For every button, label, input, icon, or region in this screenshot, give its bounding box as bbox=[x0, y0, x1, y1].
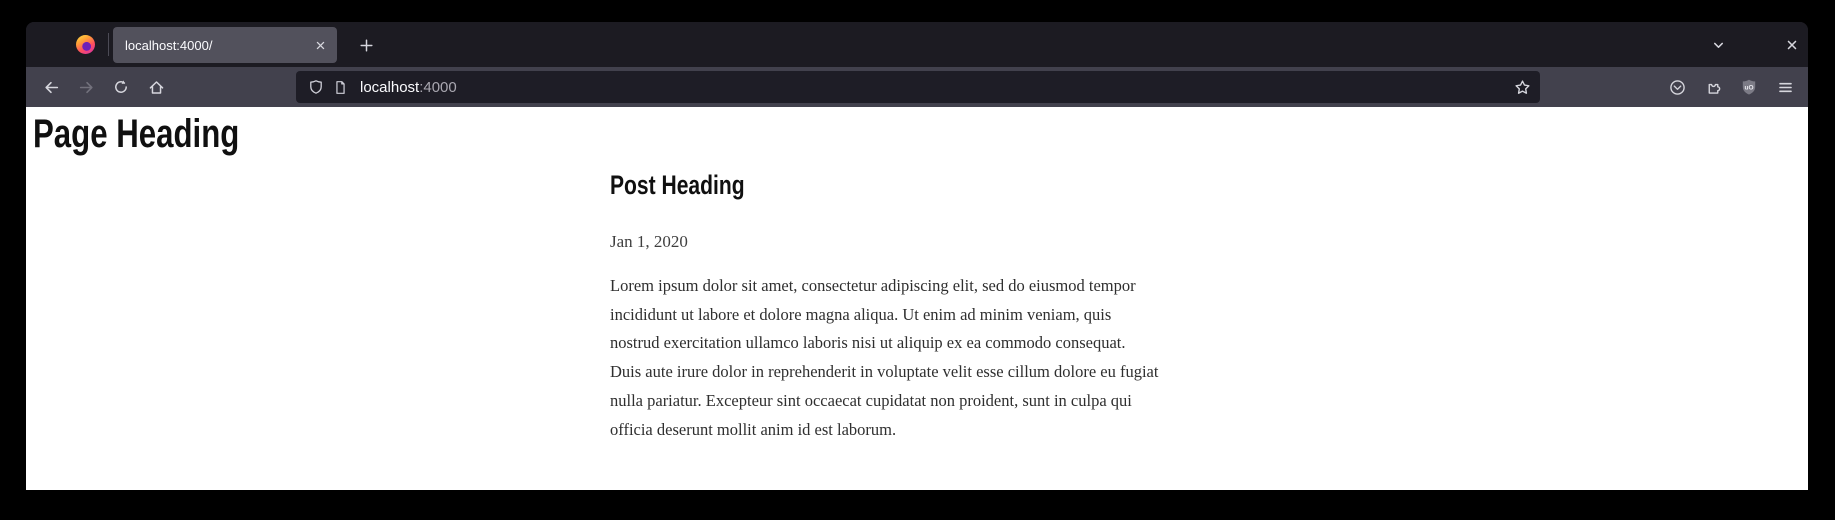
url-text bbox=[360, 79, 457, 96]
pocket-icon[interactable] bbox=[1663, 73, 1691, 101]
tab-separator bbox=[108, 33, 109, 56]
app-menu-hamburger-icon[interactable] bbox=[1771, 73, 1799, 101]
new-tab-button[interactable] bbox=[353, 32, 379, 58]
url-port: :4000 bbox=[419, 78, 457, 96]
extensions-puzzle-icon[interactable] bbox=[1699, 73, 1727, 101]
ublock-origin-icon[interactable] bbox=[1735, 73, 1763, 101]
browser-tab[interactable] bbox=[113, 27, 337, 63]
post-title: Post Heading bbox=[610, 170, 745, 200]
window-close-icon[interactable] bbox=[1779, 32, 1805, 58]
home-icon[interactable] bbox=[142, 73, 170, 101]
browser-window bbox=[26, 22, 1808, 490]
svg-text:uO: uO bbox=[1744, 84, 1754, 92]
tab-title: localhost:4000/ bbox=[125, 37, 213, 53]
post-body-line: nostrud exercitation ullamco laboris nisi ut aliquip ex ea commodo consequat. bbox=[610, 333, 1126, 353]
post-body-line: Duis aute irure dolor in reprehenderit in voluptate velit esse cillum dolore eu fugiat bbox=[610, 362, 1159, 382]
url-host: localhost bbox=[360, 78, 420, 96]
firefox-icon[interactable] bbox=[76, 35, 95, 54]
forward-icon[interactable] bbox=[72, 73, 100, 101]
post-body-line: incididunt ut labore et dolore magna aliqua. Ut enim ad minim veniam, quis bbox=[610, 304, 1112, 324]
navigation-toolbar bbox=[26, 67, 1808, 107]
reload-icon[interactable] bbox=[107, 73, 135, 101]
url-bar[interactable] bbox=[296, 71, 1540, 103]
tracking-protection-shield-icon[interactable] bbox=[304, 75, 328, 99]
page-info-icon[interactable] bbox=[328, 75, 352, 99]
post-body bbox=[610, 272, 1158, 444]
post-body-line: nulla pariatur. Excepteur sint occaecat cupidatat non proident, sunt in culpa qui bbox=[610, 390, 1132, 410]
nav-button-group bbox=[37, 73, 170, 101]
toolbar-right-group bbox=[1663, 73, 1799, 101]
bookmark-star-icon[interactable] bbox=[1509, 74, 1535, 100]
tab-bar bbox=[26, 22, 1808, 67]
page-viewport bbox=[26, 107, 1808, 490]
post-body-line: Lorem ipsum dolor sit amet, consectetur adipiscing elit, sed do eiusmod tempor bbox=[610, 276, 1136, 295]
tab-close-icon[interactable] bbox=[309, 34, 331, 56]
list-tabs-chevron-icon[interactable] bbox=[1705, 32, 1731, 58]
post-body-line: officia deserunt mollit anim id est laborum. bbox=[610, 419, 897, 439]
page-title: Page Heading bbox=[33, 112, 240, 156]
post-date: Jan 1, 2020 bbox=[610, 232, 688, 251]
back-icon[interactable] bbox=[37, 73, 65, 101]
